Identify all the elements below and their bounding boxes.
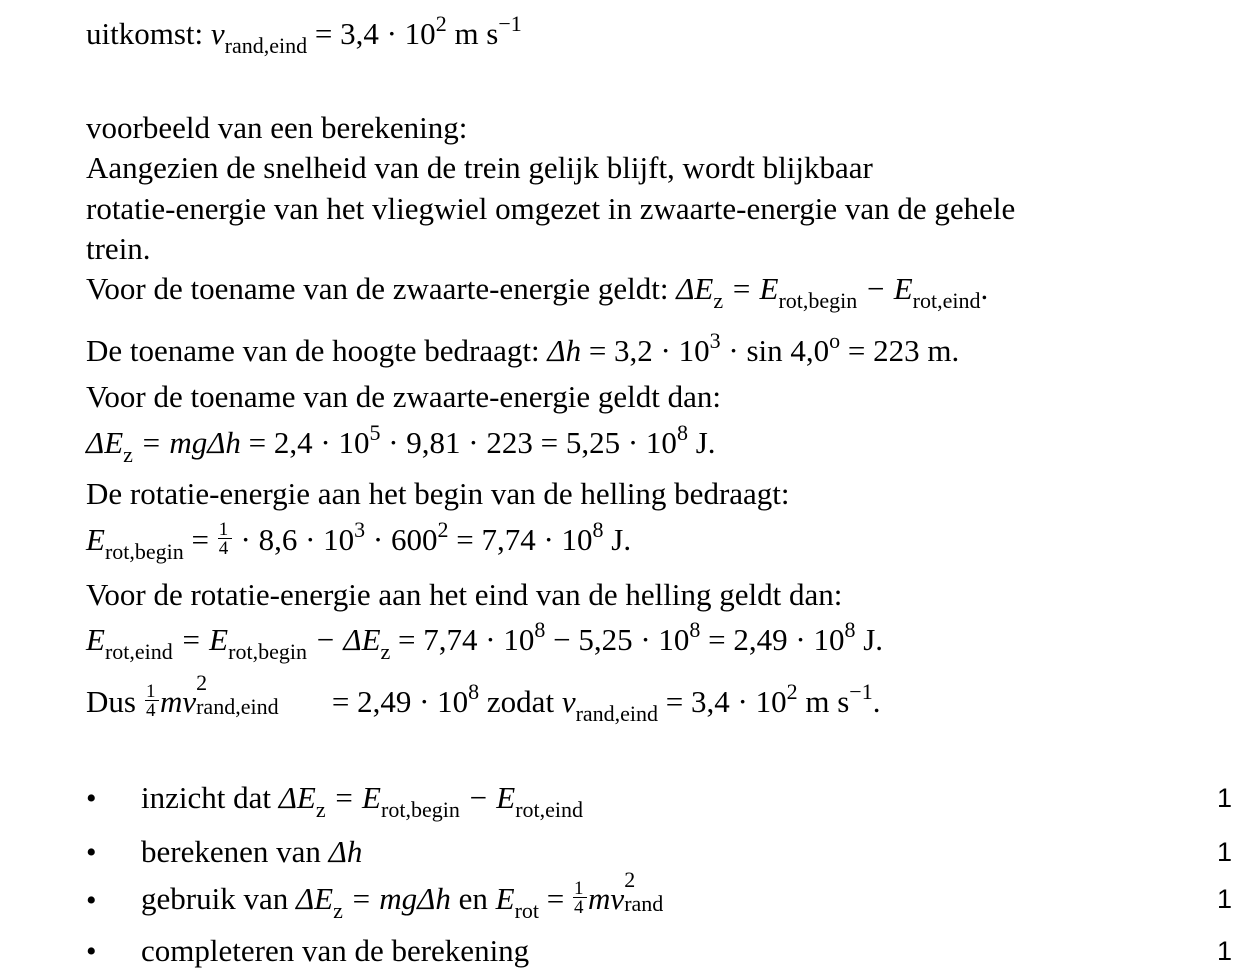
criterion-3-score: 1 [1216,884,1232,914]
calc-ez-formula: = mgΔh [132,425,241,460]
c3-eq2: = [539,881,573,916]
intro-line-3: trein. [86,231,151,266]
final-num: 1 [145,681,156,702]
calc-rb-e2: 2 [437,517,449,542]
rot-end-text: Voor de rotatie-energie aan het eind van de helling geldt dan: [86,577,843,612]
calc-re-e3: 8 [844,617,856,642]
calc-rot-end-line [86,617,884,664]
calc-re-minus: − ΔE [306,622,381,657]
final-fraction [144,681,160,721]
calc-re-rest2: − 5,25 · 10 [545,622,690,657]
intro-line-2: rotatie-energie van het vliegwiel omgezet in zwaarte-energie van de gehele [86,191,1016,226]
c3-delta: ΔE [295,881,334,916]
c3-sq: 2 [624,867,636,892]
final-sub: rand,eind [196,694,279,719]
c3-en: en [450,881,496,916]
final-mv-scripts [196,670,324,719]
then-line: Voor de toename van de zwaarte-energie geldt dan: [86,379,721,414]
calc-ez-line [86,420,716,467]
result-value: = 3,4 · 10 [314,16,436,51]
calc-rot-begin-line [86,517,632,564]
delta-h-result: = 223 m. [840,333,960,368]
delta-ez-text: Voor de toename van de zwaarte-energie geldt: [86,271,669,306]
delta-ez-rb: rot,begin [778,288,858,313]
intro-line-1: Aangezien de snelheid van de trein gelijk blijft, wordt blijkbaar [86,150,873,185]
c1-z: z [315,797,326,822]
result-label: uitkomst: [86,16,204,51]
final-end: . [872,684,881,719]
criterion-1 [141,780,584,822]
final-unit: m s [797,684,850,719]
calc-re-e2: 8 [689,617,701,642]
calc-re-unit: J. [855,622,884,657]
criterion-1-score: 1 [1216,783,1232,813]
final-e1: 8 [468,679,480,704]
final-unit-exp: −1 [849,679,873,704]
calc-ez-lhs: ΔE [86,425,124,460]
c3-num: 1 [574,878,584,899]
result-v: v [210,16,225,51]
calc-ez-sub: z [123,442,133,467]
c3-rand: rand [624,891,664,916]
calc-re-eq: = E [172,622,229,657]
delta-h-sin: · sin 4,0 [720,333,830,368]
calc-rb-rest3: = 7,74 · 10 [448,522,593,557]
delta-h-exp: 3 [709,328,721,353]
c1-minus: − E [459,780,516,815]
calc-rb-rest1: · 8,6 · 10 [232,522,355,557]
delta-h-eq: = 3,2 · 10 [581,333,710,368]
final-den: 4 [145,700,156,721]
delta-ez-sub: z [713,288,724,313]
delta-ez-end: . [980,271,989,306]
c1-rb: rot,begin [381,797,460,822]
calc-rb-e3: 8 [592,517,604,542]
criterion-3-text: gebruik van [141,881,296,916]
result-exp: 2 [435,11,447,36]
delta-ez-re: rot,eind [912,288,981,313]
result-v-sub: rand,eind [224,33,308,58]
criterion-2-bullet: • [86,836,97,869]
c1-eq: = E [325,780,381,815]
calc-re-rest1: = 7,74 · 10 [390,622,535,657]
calc-re-e1: 8 [534,617,546,642]
c3-rot: rot [514,898,540,923]
delta-h-text: De toename van de hoogte bedraagt: [86,333,540,368]
result-unit: m s [454,16,499,51]
c3-den: 4 [574,897,584,918]
delta-h-symbol: Δh [547,333,582,368]
calc-ez-e1: 5 [369,420,381,445]
c1-delta: ΔE [278,780,316,815]
final-line [86,670,881,726]
calc-rb-lhs: E [86,522,105,557]
criterion-4-bullet: • [86,935,97,968]
calc-re-z: z [380,639,391,664]
delta-ez-line [86,271,989,313]
criterion-2-score: 1 [1216,837,1232,867]
calc-ez-rest: = 2,4 · 10 [240,425,370,460]
calc-re-sub2: rot,begin [228,639,307,664]
calc-rb-e1: 3 [354,517,366,542]
criterion-4-score: 1 [1216,936,1232,966]
final-rest1: = 2,49 · 10 [324,684,469,719]
calc-rb-rest2: · 600 [365,522,438,557]
final-dus: Dus [86,684,136,719]
calc-re-sub1: rot,eind [104,639,173,664]
calc-ez-e2: 8 [676,420,688,445]
result-unit-exp: −1 [498,11,522,36]
c3-fraction [572,878,588,918]
final-mv: mv [159,684,197,719]
criterion-4-text: completeren van de berekening [141,933,530,968]
c1-re: rot,eind [515,797,584,822]
final-sq: 2 [196,670,208,695]
c3-z: z [333,898,343,923]
calc-ez-rest2: · 9,81 · 223 = 5,25 · 10 [380,425,677,460]
calc-ez-unit: J. [687,425,716,460]
c3-e: E [495,881,515,916]
calc-rb-fraction [217,519,233,559]
c2-dh: Δh [328,834,363,869]
final-sub2: rand,eind [575,701,659,726]
criterion-2 [141,836,362,867]
c3-mv-scripts [624,867,688,916]
delta-ez-eq: = E [723,271,779,306]
c3-mv: mv [588,881,625,916]
final-rest2: = 3,4 · 10 [658,684,787,719]
calc-re-lhs: E [86,622,105,657]
calc-re-rest3: = 2,49 · 10 [700,622,845,657]
example-heading: voorbeeld van een berekening: [86,110,468,145]
criterion-3 [141,867,688,923]
final-v: v [561,684,576,719]
c3-eq: = mgΔh [342,881,451,916]
criterion-3-bullet: • [86,884,97,917]
calc-rb-unit: J. [603,522,632,557]
calc-rb-eq: = [183,522,217,557]
delta-h-line [86,328,960,368]
criterion-2-text: berekenen van [141,834,329,869]
final-zodat: zodat [479,684,562,719]
calc-rb-sub: rot,begin [104,539,184,564]
calc-rb-num: 1 [218,519,229,540]
delta-h-deg: o [829,328,841,353]
delta-ez-minus: − E [857,271,913,306]
final-e2: 2 [786,679,798,704]
criterion-1-bullet: • [86,782,97,815]
result-line [86,11,522,58]
rot-begin-text: De rotatie-energie aan het begin van de helling bedraagt: [86,476,790,511]
criterion-1-text: inzicht dat [141,780,279,815]
calc-rb-den: 4 [218,538,229,559]
delta-ez-symbol: ΔE [676,271,714,306]
